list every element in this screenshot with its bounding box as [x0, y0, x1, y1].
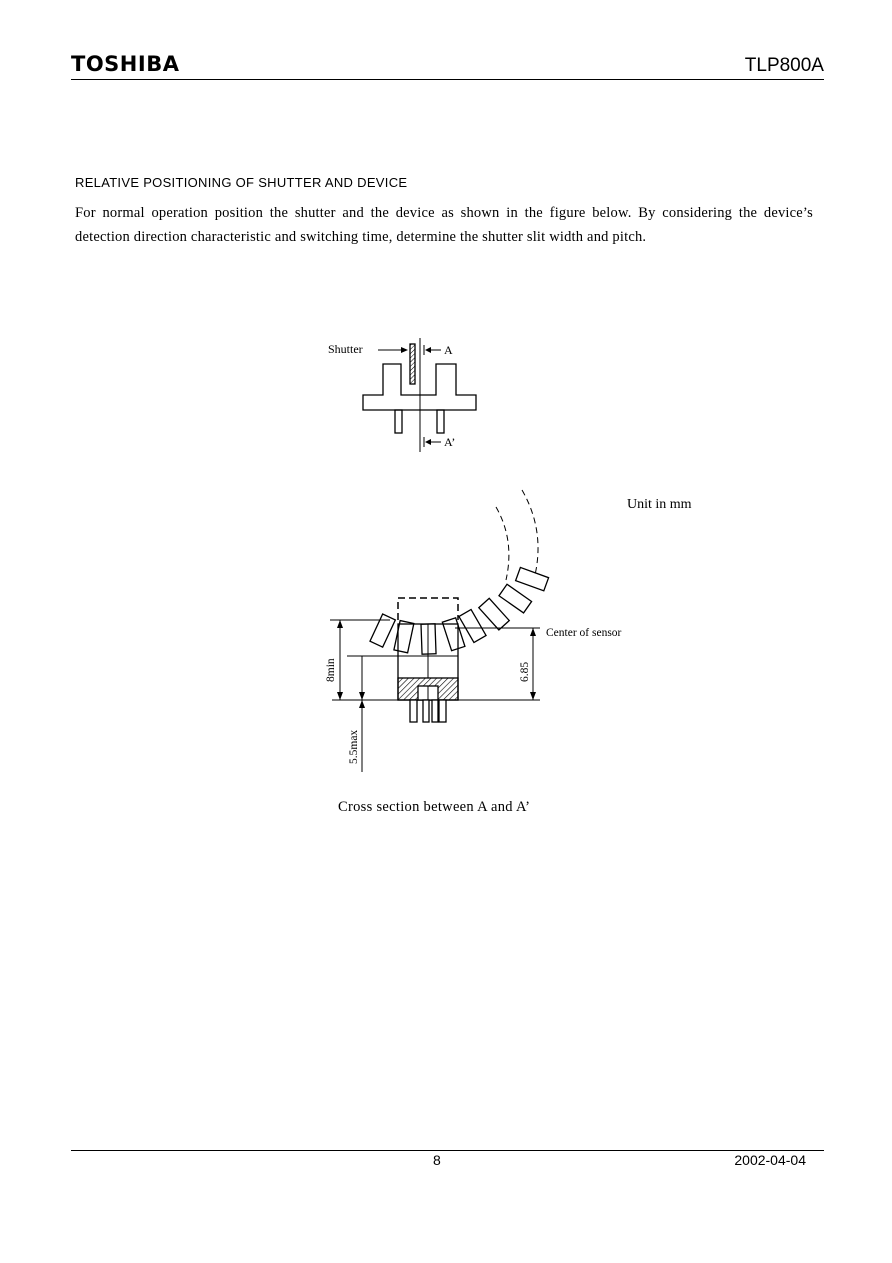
- shutter-wheel-arc-outer: [522, 490, 538, 575]
- shutter-wheel-arc-inner: [496, 507, 509, 580]
- section-paragraph: For normal operation position the shutter and the device as shown in the figure below. By considering the device’s detection direction characteristic and switching time, determine the shutter slit width and pitch.: [75, 205, 813, 245]
- brand-logo: TOSHIBA: [71, 52, 180, 76]
- unit-label: Unit in mm: [627, 497, 692, 512]
- lead-2: [423, 700, 429, 722]
- page-number: 8: [433, 1152, 441, 1168]
- shutter-plate: [410, 344, 415, 384]
- cross-section-figure: [330, 490, 549, 772]
- dim-6-85-label: 6.85: [519, 661, 531, 682]
- dim-8min-label: 8min: [325, 658, 337, 682]
- label-a-prime: A’: [444, 435, 456, 449]
- device-lead-left: [395, 410, 402, 433]
- footer-rule: [71, 1150, 824, 1151]
- shutter-blades: [370, 567, 549, 654]
- top-view-figure: [363, 338, 476, 452]
- label-a: A: [444, 343, 453, 357]
- shutter-label: Shutter: [328, 342, 363, 356]
- dim-5-5max-label: 5.5max: [348, 729, 360, 764]
- device-lead-right: [437, 410, 444, 433]
- section-heading: RELATIVE POSITIONING OF SHUTTER AND DEVICE: [75, 175, 408, 190]
- device-top-dashed: [398, 598, 458, 620]
- center-of-sensor-label: Center of sensor: [546, 627, 622, 639]
- lead-1: [410, 700, 417, 722]
- part-number: TLP800A: [744, 55, 824, 76]
- lead-3: [432, 700, 438, 722]
- figure-caption: Cross section between A and A’: [338, 799, 531, 815]
- lead-4: [439, 700, 446, 722]
- document-date: 2002-04-04: [734, 1152, 806, 1168]
